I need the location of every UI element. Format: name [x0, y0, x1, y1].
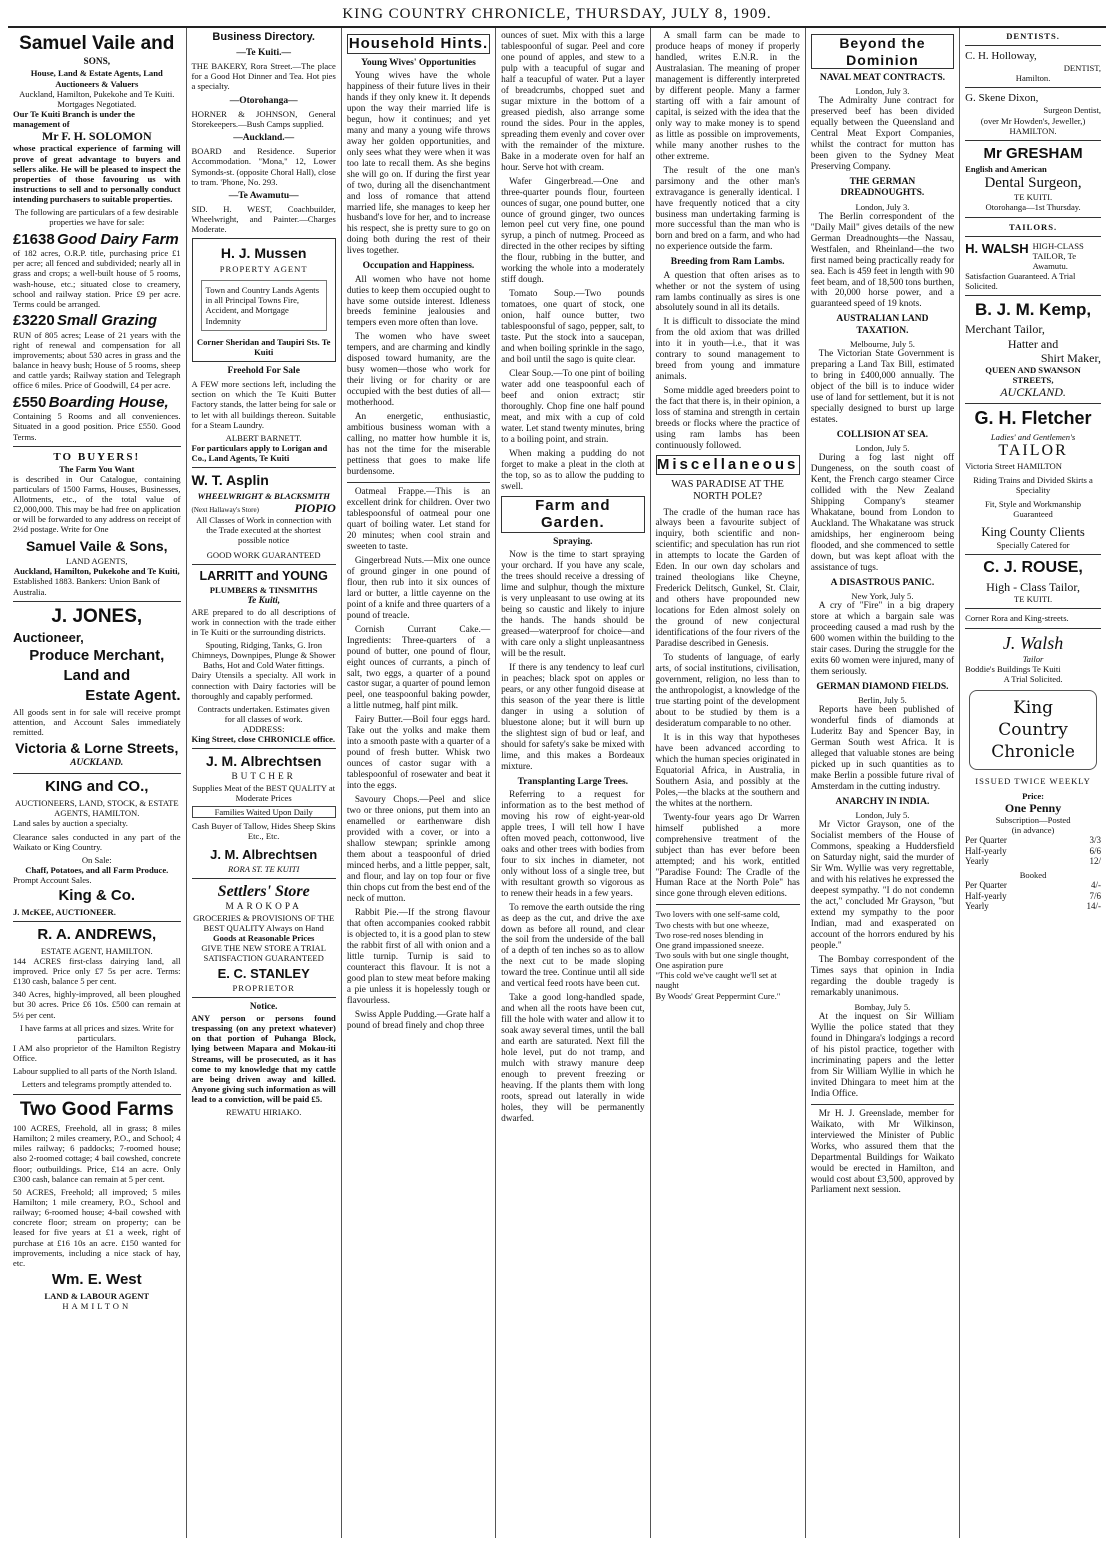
mussen-text: Town and Country Lands Agents in all Principal Towns Fire, Accident, and Mortgage Indemnity — [201, 280, 327, 331]
lot2-text: RUN of 805 acres; Lease of 21 years with the right of renewal and compensation for all improvements; about 530 acres in grass and the balance in heavy bush; House of 5 rooms, sheep and cattle yards; Railway station and Telegraph office 6 miles. Price of Goodwill, £4 per acre. — [13, 329, 181, 391]
contracts: Contracts undertaken. Estimates given for all classes of work. — [197, 703, 330, 724]
fletcher-addr: Victoria Street HAMILTON — [965, 460, 1062, 471]
tailors-head: TAILORS. — [1008, 221, 1058, 232]
sub-posted: Subscription—Posted — [995, 814, 1071, 825]
mussen-ad — [192, 238, 336, 362]
issued: ISSUED TWICE WEEKLY — [975, 776, 1091, 787]
catered: Specially Catered for — [996, 540, 1070, 551]
hamilton: Hamilton. — [1015, 73, 1051, 84]
dixon: G. Skene Dixon, — [965, 92, 1039, 105]
kemp-city: AUCKLAND. — [1000, 385, 1066, 400]
dateline: Berlin, July 5. — [858, 695, 907, 706]
price-row — [965, 891, 1101, 902]
kemp-line-1: Merchant Tailor, — [965, 322, 1045, 337]
proprietor: PROPRIETOR — [232, 982, 295, 993]
otorohanga-sub: —Otorohanga— — [229, 95, 298, 106]
rouse-sub: High - Class Tailor, — [986, 580, 1080, 595]
divider — [965, 87, 1101, 88]
andrews-340: 340 Acres, highly-improved, all been ploughed but 30 acres. Price £6 10s. £500 can remain at 5½ per cent. — [13, 989, 181, 1020]
poem-line: One grand impassioned sneeze. — [655, 939, 764, 950]
spouting: Spouting, Ridging, Tanks, G. Iron Chimneys, Downpipes, Plunge & Shower Baths, Hot and Cold Water fittings. — [191, 639, 336, 671]
dentists-head: DENTISTS. — [1006, 31, 1060, 41]
gresham-sub-2: Dental Surgeon, — [984, 174, 1082, 191]
king-text-2: Clearance sales conducted in any part of the Waikato or King Country. — [13, 831, 181, 852]
poem-line: Two lovers with one self-same cold, — [655, 909, 780, 920]
king-street: King Street, close CHRONICLE office. — [191, 734, 336, 745]
article-para: The cradle of the human race has always been a favourite subject of inquiry, both scientific and non-scientific; and speculation has run riot in attempts to locate the Garden of Eden. In our own day scholars and trained theologians like Cheyne, Frederick Delitsch, Gunkel, St. Clair, and others have propounded new locations for Eden almost solely on the ground of new conjectural identifications of the four rivers of the Paradise described in Genesis. — [655, 507, 800, 650]
guaranteed: GOOD WORK GUARANTEED — [206, 549, 321, 560]
horner: HORNER & JOHNSON, General Storekeepers.—Bush Camps supplied. — [191, 108, 336, 129]
kemp-addr: QUEEN AND SWANSON STREETS, — [985, 364, 1081, 386]
gresham-sub: English and American — [965, 164, 1047, 175]
advance: (in advance) — [1011, 825, 1055, 836]
price-row — [965, 835, 1101, 846]
price-value-year: 12/ — [1089, 856, 1101, 867]
jones-title: J. JONES, — [51, 605, 143, 627]
column-3-household — [342, 28, 496, 1538]
collision-sub: COLLISION AT SEA. — [836, 429, 929, 440]
divider — [965, 554, 1101, 555]
walsh-sat: Satisfaction Guaranteed. A Trial Solicited. — [965, 271, 1076, 292]
article-para: Cornish Currant Cake.—Ingredients: Three-quarters of a pound of butter, one pound of flour, eight ounces of currants, a pinch of salt, two eggs, a quarter of a pound castor sugar, a quarter of pound lemon peel, one teaspoonful baking powder, a little nutmeg, half pint milk. — [346, 624, 491, 712]
onsale: On Sale: — [81, 854, 112, 865]
article-para: Rabbit Pie.—If the strong flavour that often accompanies cooked rabbit is objected to, it is a good plan to stew the rabbit first of all with onion and a little turnip. Turnip is said to counteract this flavour. It is not a good plan to stew meat before making a pie unless it is hopelessly tough or flavourless. — [346, 907, 491, 1006]
fletcher-tailor: TAILOR — [998, 441, 1068, 459]
one-penny: One Penny — [1004, 800, 1062, 815]
stanley: E. C. STANLEY — [217, 965, 310, 981]
dairy: Dairy Utensils a specialty. All work in connection with Dairy factories will be thoroughly and capably performed. — [191, 670, 336, 701]
freehold-text: A FEW more sections left, including the section on which the Te Kuiti Butter Factory stands, the latter being for sale or to let with all buildings thereon. Suitable for a Steam Laundry. — [191, 379, 336, 430]
auckland: AUCKLAND. — [70, 758, 124, 769]
dateline: London, July 5. — [855, 810, 910, 821]
give-trial: GIVE THE NEW STORE A TRIAL SATISFACTION GUARANTEED — [201, 943, 327, 964]
freehold-head: Freehold For Sale — [227, 365, 300, 376]
walsh-row — [965, 241, 1101, 271]
divider — [192, 878, 336, 879]
article-para: Savoury Chops.—Peel and slice two or three onions, put them into an enamelled or earthenware dish provided with a cover, or into a shallow stewpan; sprinkle among them about a teaspoonful of dried minced herbs, and a little pepper, salt, and flour, and lay on top four or five thin chops cut from the best end of the neck of mutton. — [346, 795, 491, 904]
west-sub: LAND & LABOUR AGENT — [44, 1290, 150, 1301]
divider — [965, 295, 1101, 296]
divider — [13, 446, 181, 447]
lot1-heading — [13, 231, 181, 249]
walsh-sub: HIGH-CLASS TAILOR, Te Awamutu. — [1032, 240, 1084, 271]
fletcher-sub: Ladies' and Gentlemen's — [990, 431, 1076, 442]
asplin-note: (Next Hallaway's Store) — [191, 505, 259, 514]
asplin-title: W. T. Asplin — [191, 472, 269, 489]
divider — [192, 748, 336, 749]
farm-50: 50 ACRES, Freehold; all improved; 5 miles Hamilton; 1 mile creamery, P.O., School and railway; 6-roomed house; 4-bail cowshed with concrete floor; stream on property; can be leased for five years at £1 a week, right of purchase at £16 10s an acre. £150 wanted for improvements, including a nice stack of hay, etc. — [13, 1186, 181, 1268]
miscellaneous-head: Miscellaneous — [656, 456, 799, 474]
article-para: A question that often arises as to whether or not the system of using ram lambs continually as sires is one absolutely sound in all its details. — [655, 270, 800, 314]
article-para: It is in this way that hypotheses have been advanced according to which the human species originated in Equatorial Africa, in Australia, in Southern Asia, and possibly at the Poles,—the blacks at the southern and the whites at the northern. — [655, 732, 800, 809]
article-para: At the inquest on Sir William Wyllie the police stated that they found in Dhingara's lodgings a record of his pistol practice, together with incriminating papers and the letter from Sir William Wyllie in which he invited Dhingara to meet him at the India Office. — [810, 1011, 955, 1099]
buyers-text: is described in Our Catalogue, containing particulars of 1500 Farms, Houses, Businesses, Allotments, etc., of the total value of £2,000,000. This may be had free on application or will be forwarded to any address on receipt of 2½d postage. Write for One — [13, 473, 181, 535]
price-row — [965, 846, 1101, 857]
poem-line: One aspiration pure — [655, 960, 724, 971]
column-4-farm — [496, 28, 650, 1538]
king-clients: King County Clients — [981, 525, 1085, 540]
farm-100: 100 ACRES, Freehold, all in grass; 8 miles Hamilton; 2 miles creamery, P.O., and School; 4 miles railway; 6 paddocks; 7-roomed house; also 2-roomed cottage; 4 bail cowshed, concrete floor; outbuildings. Price, £14 an acre. Only £300 cash, balance can remain at 5 per cent. — [13, 1122, 181, 1184]
andrews-sub: ESTATE AGENT, HAMILTON. — [40, 945, 153, 956]
labour: Labour supplied to all parts of the North Island. — [13, 1066, 177, 1077]
breeding-sub: Breeding from Ram Lambs. — [670, 257, 785, 268]
mortgages: Mortgages Negotiated. — [57, 98, 137, 109]
diamond-sub: GERMAN DIAMOND FIELDS. — [816, 681, 949, 692]
price-label-half: Half-yearly — [965, 845, 1007, 856]
barnett-sub: For particulars apply to Lorigan and Co., Land Agents, Te Kuiti — [191, 443, 328, 464]
masthead: KING COUNTRY CHRONICLE, THURSDAY, JULY 8, 1909. — [8, 4, 1106, 28]
article-para: Some middle aged breeders point to the fact that there is, in their opinion, a loss of stamina and strength in certain breeds or flocks where the practice of using ram lambs has been continuously followed. — [655, 386, 800, 452]
west-place: HAMILTON — [62, 1300, 132, 1311]
tax-sub: AUSTRALIAN LAND TAXATION. — [836, 314, 929, 336]
article-para: All women who have not home duties to keep them occupied ought to have some outside interest. Idleness breeds feminine jealousies and tempers even more often than love. — [346, 274, 491, 329]
lot1-text: of 182 acres, O.R.P. title, purchasing price £1 per acre; all fenced and subdivided; nearly all in grass and crops; a well-built house of 5 rooms, wash-house, etc.; situated close to creamery, school and railway station. Price £9 per acre. Terms could be arranged. — [13, 248, 181, 309]
article-para: A cry of "Fire" in a big drapery store at which a bargain sale was proceeding caused a mad rush by the 600 women within the building to the stair cases. During the struggle for the exits 60 women were injured, many of them seriously. — [810, 601, 955, 677]
board: BOARD and Residence. Superior Accommodation. "Mona," 12, Lower Symonds-st. (opposite Choral Hall), close to tram. 'Phone, No. 293. — [191, 146, 336, 187]
larritt-text: ARE prepared to do all descriptions of work in connection with the trade either in Te Kuiti or the surrounding districts. — [191, 606, 336, 637]
jones-line-4: Estate Agent. — [85, 686, 181, 704]
address: ADDRESS: — [242, 724, 285, 735]
west-title: Wm. E. West — [51, 1270, 142, 1288]
larritt-title: LARRITT and YOUNG — [199, 568, 328, 583]
jones-line-1: Auctioneer, — [13, 630, 84, 646]
transplant-sub: Transplanting Large Trees. — [517, 776, 629, 787]
albrechtsen-title: J. M. Albrechtsen — [205, 753, 322, 770]
albrechtsen-title-2: J. M. Albrechtsen — [210, 846, 318, 862]
auckland-sub: —Auckland.— — [233, 133, 295, 144]
divider — [192, 997, 336, 998]
article-para: Gingerbread Nuts.—Mix one ounce of ground ginger in one pound of flour, then rub into it six ounces of lard or butter, a little cayenne on the point of a knife and three quarters of a pound of treacle. — [346, 555, 491, 621]
article-para: Tomato Soup.—Two pounds tomatoes, one quart of stock, one onion, half ounce butter, two tablespoonsful of sago, pepper, salt, to taste. Put the stock into a saucepan, and when boiling sprinkle in the sago, and boil until the sago is quite clear. — [501, 289, 645, 366]
divider — [13, 601, 181, 602]
king-text-1: Land sales by auction a specialty. — [13, 818, 128, 829]
article-para: Mr H. J. Greenslade, member for Waikato, with Mr Wilkinson, interviewed the Minister of Public Works, who assured them that the Departmental Buildings for Waikato would be erected in Hamilton, and would cost about £3,500, approved by Parliament next session. — [810, 1108, 955, 1196]
booked-value-half: 7/6 — [1089, 890, 1101, 901]
article-para: Now is the time to start spraying your orchard. If you have any scale, the trees should receive a dressing of lime and sulphur, though the mixture is very unpleasant to use owing at its being so caustic and likely to injure the hands. The hands should be greased—waterproof for choice—and with care only a slight unpleasantness will be the result. — [501, 550, 645, 660]
poem-line: Two rose-red noses blending in — [655, 929, 764, 940]
divider — [347, 482, 490, 483]
larritt-place: Te Kuiti, — [247, 595, 281, 606]
dixon-addr: (over Mr Howden's, Jeweller,) HAMILTON. — [980, 115, 1086, 136]
household-head: Household Hints. — [348, 35, 489, 52]
farms-all: I have farms at all prices and sizes. Write for particulars. — [19, 1022, 174, 1043]
mussen-sub: PROPERTY AGENT — [219, 263, 308, 274]
poem-line: Two chests with but one wheeze, — [655, 919, 769, 930]
article-para: The Berlin correspondent of the "Daily Mail" gives details of the new German Dreadnoughts—the Nassau, Westfalen, and Rheinland—the two first named being practically ready for sea. Each is 459 feet in length with 90 feet beam, and of 18,500 tons burthen, with 20,000 horse power, and a guaranteed speed of 19 knots. — [810, 211, 955, 310]
article-para: A small farm can be made to produce heaps of money if properly handled, writes E.N.R. in the Australasian. The meaning of proper management is differently interpreted by different people. Many a farmer starting off with a fair amount of capital, is seized with the idea that the only way to make money is to spend as little as possible on improvements, while many another rushes to the other extreme. — [655, 31, 800, 162]
booked-value-year: 14/- — [1086, 901, 1101, 912]
price-label-quarter: Per Quarter — [965, 835, 1007, 846]
article-para: Fairy Butter.—Boil four eggs hard. Take out the yolks and make them into a smooth paste with a quarter of a pound of fresh butter. Whisk two ounces of castor sugar with a tablespoonful of rosewater and beat it into the eggs. — [346, 715, 491, 792]
price-label-year: Yearly — [965, 856, 989, 867]
poem-line: By Woods' Great Peppermint Cure." — [655, 990, 781, 1001]
divider — [656, 904, 800, 905]
logo-line: Chronicle — [991, 742, 1075, 763]
lot2-name: Small Grazing — [57, 312, 158, 330]
branch-text: whose practical experience of farming will prove of great advantage to buyers and sellers alike. He will be pleased to inspect the properties of those favouring us with instructions to sell and to personally conduct intending purchasers to suitable properties. — [13, 143, 181, 205]
column-1-adverts — [8, 28, 187, 1538]
rouse: C. J. ROUSE, — [983, 559, 1083, 577]
trial: A Trial Solicited. — [1003, 674, 1063, 685]
butcher: BUTCHER — [231, 771, 296, 782]
gresham: Mr GRESHAM — [983, 144, 1083, 162]
goods: Goods at Reasonable Prices — [212, 933, 315, 944]
letters: Letters and telegrams promptly attended to. — [21, 1079, 172, 1090]
price-value-half: 6/6 — [1089, 845, 1101, 856]
article-para: Wafer Gingerbread.—One and three-quarter pounds flour, fourteen ounces of sugar, one pound butter, one ounce of ground ginger, two ounces lemon peel cut very fine, one pound syrup, a pinch of nutmeg. Proceed as directed in the other recipes by sifting the flour, rubbing in the butter, and working the whole into a moderately stiff dough. — [501, 176, 645, 286]
divider — [13, 921, 181, 922]
poem-line: Two souls with but one single thought, — [655, 949, 789, 960]
column-7-trades — [960, 28, 1106, 1538]
lot1-name: Good Dairy Farm — [57, 230, 179, 248]
chronicle-logo — [969, 690, 1097, 770]
settlers-title: Settlers' Store — [217, 883, 310, 901]
mussen-title: H. J. Mussen — [220, 245, 307, 262]
price-row — [965, 856, 1101, 867]
supplies: Supplies Meat of the BEST QUALITY at Moderate Prices — [192, 782, 336, 803]
bakery: THE BAKERY, Rora Street.—The place for a Good Hot Dinner and Tea. Hot pies a specialty. — [191, 61, 336, 92]
article-para: The Bombay correspondent of the Times says that opinion in India regarding the double tragedy is remarkably unanimous. — [810, 954, 955, 998]
king-co-sub: AUCTIONEERS, LAND, STOCK, & ESTATE AGENTS, HAMILTON. — [14, 798, 179, 819]
article-para: Take a good long-handled spade, and when all the roots have been cut, fill the hole with water and allow it to soak away several times, until the ball and earth are saturated. Next fill the hole level, put do not tramp, and mulch with strawy manure deep enough to prevent freezing or heaving. If the plants them with long roots, spread out laterally in wide holes, they will be permanently dwarfed. — [501, 993, 645, 1124]
barnett: ALBERT BARNETT. — [225, 432, 302, 443]
te-awamutu-sub: —Te Awamutu— — [228, 190, 299, 201]
young-wives-sub: Young Wives' Opportunities — [361, 57, 476, 68]
registry: I AM also proprietor of the Hamilton Registry Office. — [13, 1043, 181, 1064]
farm-garden-head: Farm and Garden. — [501, 496, 644, 533]
price-row — [965, 880, 1101, 891]
vaile2-places: Auckland, Hamilton, Pukekohe and Te Kuiti, — [13, 566, 180, 577]
anarchy-sub: ANARCHY IN INDIA. — [835, 796, 930, 807]
established: Established 1883. Bankers: Union Bank of Australia. — [13, 576, 161, 597]
jones-line-3: Land and — [63, 667, 131, 685]
naval-sub: NAVAL MEAT CONTRACTS. — [819, 73, 946, 84]
mckee: J. McKEE, AUCTIONEER. — [13, 906, 116, 917]
kemp: B. J. M. Kemp, — [974, 300, 1092, 320]
west-coach: SID. H. WEST, Coachbuilder, Wheelwright, and Painter.—Charges Moderate. — [191, 204, 336, 235]
price-label: Price: — [1022, 790, 1045, 801]
following: The following are particulars of a few desirable properties we have for sale: — [15, 207, 179, 228]
dixon-sub: Surgeon Dentist, — [1043, 105, 1101, 116]
gresham-place: TE KUITI. — [1013, 192, 1053, 203]
panic-sub: A DISASTROUS PANIC. — [830, 577, 935, 588]
manager: Mr F. H. SOLOMON — [41, 129, 152, 144]
directory-head: Business Directory. — [212, 31, 315, 43]
article-para: It is difficult to dissociate the mind from the old axiom that was drilled into it in youth—i.e., that it was contrary to sound management to breed from young and immature animals. — [655, 317, 800, 383]
dread-sub: THE GERMAN DREADNOUGHTS. — [840, 177, 925, 199]
divider — [965, 608, 1101, 609]
article-para: Clear Soup.—To one pint of boiling water add one teaspoonful each of beef and onion extract; stir thoroughly. Chop fine one half pound meat, and mix with a cup of cold water. Let stand twenty minutes, bring to a boiling point, and strain. — [501, 369, 645, 445]
article-para: The women who have sweet tempers, and are charming and kindly disposed toward humanity, are the busy women—those who work for their living or for charity or are occupied with the best duties of all—motherhood. — [346, 332, 491, 409]
dateline: London, July 5. — [855, 442, 910, 453]
dateline: Melbourne, July 5. — [849, 338, 915, 349]
onsale-items: Chaff, Potatoes, and all Farm Produce. — [25, 864, 169, 875]
divider — [965, 45, 1101, 46]
kemp-line-3: Shirt Maker, — [1040, 350, 1101, 365]
lot1-price: £1638 — [13, 230, 55, 248]
divider — [965, 628, 1101, 629]
andrews-144: 144 ACRES first-class dairying land, all improved. Price only £7 5s per acre. Terms: £130 cash, balance 5 per cent. — [13, 955, 181, 987]
asplin-sub: WHEELWRIGHT & BLACKSMITH — [197, 490, 330, 501]
divider — [192, 564, 336, 565]
king-co-title: KING and CO., — [45, 778, 149, 796]
price-value-quarter: 3/3 — [1089, 835, 1101, 846]
mussen-addr: Corner Sheridan and Taupiri Sts. Te Kuiti — [196, 336, 331, 357]
jwalsh: J. Walsh — [1002, 632, 1064, 653]
article-para: Referring to a request for information as to the best method of moving his row of eight-year-old apple trees, I will tell how I have often moved peach, cottonwood, live oaks and other trees with bodies from four to six inches in diameter, not only without loss of a single tree, but with resultant growth so vigorous as to renew their heads in a few years. — [501, 789, 645, 899]
divider — [965, 236, 1101, 237]
article-para: Young wives have the whole happiness of their future lives in their hands if they only knew it. It depends upon the way their married life is begun, how it continues; and yet many and many a young wife throws away her golden opportunities, and only sees what they were when it was too late to recall them. As she begins she will go on. If during the first year of two, during all the disenchantment and loss of romance that attend married life, she manages to keep her husband's love for her, and to increase his respect, she is pretty sure to go on doing both during the rest of their lives together. — [346, 70, 491, 257]
hiriako: REWATU HIRIAKO. — [225, 1107, 302, 1118]
article-para: To students of language, of early arts, of social institutions, civilisation, government, religion, no less than to the anthropologist, a knowledge of the true starting point of the development about to be studied by them is a desideratum comparable to no other. — [655, 653, 800, 729]
asplin-text: All Classes of Work in connection with the Trade executed at the shortest possible notice — [196, 515, 332, 546]
booked-value-quarter: 4/- — [1091, 880, 1101, 891]
logo-line: King — [1013, 698, 1054, 719]
lot2-heading — [13, 312, 181, 330]
divider — [811, 1104, 954, 1105]
booked: Booked — [1019, 870, 1047, 881]
column-6-dominion — [806, 28, 960, 1538]
groceries: GROCERIES & PROVISIONS OF THE BEST QUALITY Always on Hand — [193, 912, 335, 933]
rouse-place: TE KUITI. — [1013, 594, 1053, 605]
boddie: Boddie's Buildings Te Kuiti — [965, 663, 1061, 674]
two-farms: Two Good Farms — [19, 1098, 174, 1120]
fletcher-fit: Fit, Style and Workmanship Guaranteed — [985, 499, 1082, 520]
article-para: An energetic, enthusiastic, ambitious business woman with a calling, no matter how humble it is, has not the time for the miserable pettiness that goes to make life burdensome. — [346, 412, 491, 478]
article-para: Mr Victor Grayson, one of the Socialist members of the House of Commons, speaking a Huddersfield on Saturday night, said the murder of Sir Wm. Wyllie was very regrettable, and with his relatives he expressed the deepest sympathy. "I do not condemn the act," concluded Mr Grayson, "but extend my sympathy to the poor Indian, mad and exasperated on account of the horrors endured by his people." — [810, 820, 955, 951]
lot3-text: Containing 5 Rooms and all conveniences. Situated in a good position. Price £550. Good Terms. — [13, 411, 181, 442]
larritt-sub: PLUMBERS & TINSMITHS — [209, 585, 318, 596]
article-para: Oatmeal Frappe.—This is an excellent drink for children. Over two tablespoonsful of oatmeal pour one quart of boiling water. Let stand for 20 minutes; when cool strain and sweeten to taste. — [346, 487, 491, 552]
notice-head: Notice. — [249, 1002, 278, 1013]
holloway-sub: DENTIST, — [1063, 63, 1101, 74]
occupation-sub: Occupation and Happiness. — [362, 261, 475, 272]
notice-text: ANY person or persons found trespassing (on any pretext whatever) on that portion of Puhanga Block, lying between Mapara and Mokau-iti Streams, will be prosecuted, as it has come to my knowledge that my cattle are being driven away and killed. Anyone giving such information as will lead to a conviction, will be paid £5. — [191, 1013, 336, 1105]
lot2-price: £3220 — [13, 312, 55, 330]
branch-intro: Our Te Kuiti Branch is under the management of — [13, 108, 135, 130]
dateline: London, July 3. — [855, 86, 910, 97]
paradise-head: WAS PARADISE AT THE NORTH POLE? — [671, 478, 784, 503]
rora-st: RORA ST. TE KUITI — [228, 863, 300, 874]
article-para: Twenty-four years ago Dr Warren himself published a more comprehensive treatment of the subject than has ever before been attempted; and his work, entitled "Paradise Found: The Cradle of the Human Race at the North Pole" has since gone through eleven editions. — [655, 812, 800, 900]
article-para: ounces of suet. Mix with this a large tablespoonful of sugar. Peel and core one pound of apples, and stew to a pulp with a teacupful of sugar and half a teacupful of water. Put a layer of breadcrumbs, chopped suet and sugar mixture in the bottom of a greased piedish, also arrange some round the sides. Pour in the apples, spreading them evenly and cover over with the remainder of the mixture. Bake in a moderate oven for half an hour. Serve hot with cream. — [501, 31, 645, 173]
victoria-lorne: Victoria & Lorne Streets, — [15, 739, 179, 756]
dateline: New York, July 5. — [851, 590, 914, 601]
column-5-misc — [651, 28, 806, 1538]
fletcher-riding: Riding Trains and Divided Skirts a Speciality — [973, 474, 1093, 495]
vaile2-title: Samuel Vaile & Sons, — [25, 537, 168, 554]
article-para: If there is any tendency to leaf curl in peaches; black spot on apples or pears, or any other fungoid disease at this season of the year there is little danger in using a solution of bluestone alone; but it will burn up the slightest sign of bud or leaf, and should for safety's sake be mixed with lime, and this makes a Bordeaux mixture. — [501, 662, 645, 772]
dateline: London, July 3. — [855, 201, 910, 212]
kemp-line-2: Hatter and — [1007, 336, 1059, 351]
corner: Corner Rora and King-streets. — [965, 613, 1069, 624]
otorohanga-thursday: Otorohanga—1st Thursday. — [985, 202, 1081, 213]
columns — [8, 28, 1106, 1538]
king-co-sign: King & Co. — [58, 887, 136, 905]
lot3-price: £550 — [13, 393, 47, 411]
vaile2-sub: LAND AGENTS, — [65, 556, 128, 567]
marokopa: MAROKOPA — [225, 901, 302, 912]
newspaper-page — [8, 4, 1106, 1549]
divider — [192, 467, 336, 468]
vaile-sub: House, Land & Estate Agents, Land Auctioneers & Valuers — [30, 68, 163, 89]
article-para: When making a pudding do not forget to make a pleat in the cloth at the top, so as to allow the pudding to swell. — [501, 448, 645, 492]
price-row — [965, 901, 1101, 912]
vaile-sons: SONS, — [83, 57, 111, 68]
divider — [13, 773, 181, 774]
booked-label-year: Yearly — [965, 901, 989, 912]
article-para: Reports have been published of wonderful finds of diamonds at Luderitz Bay and Spencer Bay, in German South west Africa. It is alleged that valuable stones are being picked up in such quantities as to make Berlin a possible future rival of Amsterdam in the cutting industry. — [810, 705, 955, 792]
divider — [965, 140, 1101, 141]
poem-line: "This cold we've caught we'll set at naught — [655, 970, 777, 991]
booked-label-half: Half-yearly — [965, 890, 1007, 901]
families: Families Waited Upon Daily — [192, 806, 336, 818]
column-2-directory — [187, 28, 342, 1538]
asplin-place: PIOPIO — [294, 500, 336, 515]
vaile-title: Samuel Vaile and — [19, 33, 175, 54]
jones-line-2: Produce Merchant, — [29, 647, 165, 665]
vaile-places: Auckland, Hamilton, Pukekohe and Te Kuiti. — [19, 88, 175, 99]
andrews-title: R. A. ANDREWS, — [37, 926, 157, 944]
spraying-sub: Spraying. — [553, 537, 593, 548]
booked-label-quarter: Per Quarter — [965, 880, 1007, 891]
prompt-sales: Prompt Account Sales. — [13, 875, 92, 886]
asplin-place-row — [192, 501, 336, 515]
beyond-head: Beyond the Dominion — [811, 34, 954, 69]
article-para: Swiss Apple Pudding.—Grate half a pound of bread finely and chop three — [346, 1009, 491, 1031]
lot3-name: Boarding House, — [48, 393, 169, 411]
divider — [13, 1094, 181, 1095]
jwalsh-sub: Tailor — [1022, 653, 1044, 664]
cash-buyer: Cash Buyer of Tallow, Hides Sheep Skins Etc., Etc. — [191, 821, 336, 842]
logo-line: Country — [998, 720, 1068, 741]
divider — [965, 403, 1101, 404]
divider — [965, 217, 1101, 218]
jones-text: All goods sent in for sale will receive prompt attention, and Account Sales immediately remitted. — [13, 706, 181, 737]
lot3-heading — [13, 394, 181, 412]
buyers-sub: The Farm You Want — [59, 463, 135, 474]
article-para: The result of the one man's parsimony and the other man's extravagance is generally identical. I have frequently noticed that a city business man undertaking farming is more successful than the man who is born and bred on a farm, and who had no experience outside the farm. — [655, 165, 800, 253]
article-para: During a fog last night off Dungeness, on the south coast of Kent, the French cargo steamer Circe collided with the New Zealand Shipping Company's steamer Whakatane, bound from London to Auckland. The Whakatane was struck amidships, her engineroom being flooded, and she commenced to settle down, but was kept afloat with the assistance of tugs. — [810, 453, 955, 573]
walsh: H. WALSH — [965, 240, 1029, 256]
buyers-head: TO BUYERS! — [53, 450, 141, 463]
te-kuiti-sub: —Te Kuiti.— — [236, 47, 291, 58]
article-para: The Admiralty June contract for preserved beef has been divided equally between the Queensland and Central Meat Export Companies, whilst the contract for mutton has been given to the Sydney Meat Preserving Company. — [810, 96, 955, 173]
article-para: To remove the earth outside the ring as deep as the cut, and drive the axe down as before all round, and clear the soil from the underside of the ball of a depth of ten inches so as to allow the next cut to be made sloping toward the tree. Continue until all side and vertical feed roots have been cut. — [501, 902, 645, 990]
article-para: The Victorian State Government is preparing a Land Tax Bill, estimated to bring in £400,000 annually. The object of the bill is to induce wider use of land for settlement, but it is not specially designed to burst up large estates. — [810, 348, 955, 425]
holloway: C. H. Holloway, — [965, 50, 1037, 63]
fletcher: G. H. Fletcher — [974, 408, 1092, 429]
dateline: Bombay, July 5. — [854, 1001, 911, 1012]
